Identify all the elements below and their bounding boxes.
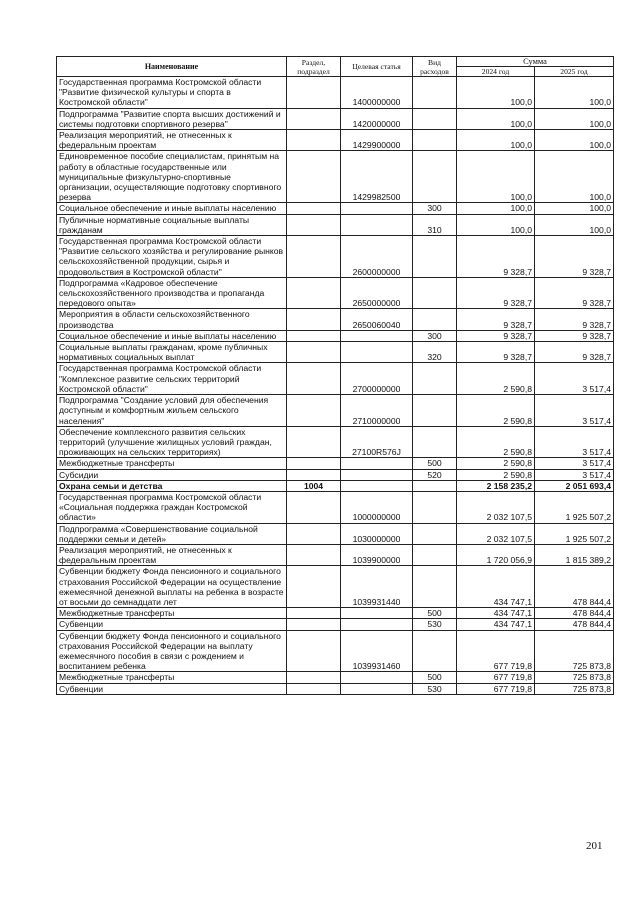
row-sum-2024: 677 719,8 [457, 683, 535, 694]
row-target [341, 469, 413, 480]
row-section [287, 236, 341, 278]
row-expense-type [413, 108, 457, 129]
row-target [341, 203, 413, 214]
row-sum-2025: 100,0 [535, 214, 614, 235]
row-name: Государственная программа Костромской области «Социальная поддержка граждан Костромской области» [57, 491, 287, 523]
row-expense-type [413, 566, 457, 608]
row-section [287, 544, 341, 565]
row-expense-type [413, 630, 457, 672]
row-expense-type: 300 [413, 330, 457, 341]
row-target [341, 608, 413, 619]
row-sum-2024: 100,0 [457, 108, 535, 129]
row-name: Мероприятия в области сельскохозяйственного производства [57, 309, 287, 330]
row-sum-2025: 100,0 [535, 203, 614, 214]
row-section [287, 523, 341, 544]
table-body [57, 77, 614, 695]
row-expense-type [413, 395, 457, 427]
row-expense-type: 530 [413, 683, 457, 694]
row-name: Единовременное пособие специалистам, принятым на работу в областные государственные или муниципальные физкультурно-спортивные организации, осуществляющие подготовку спортивного резерва [57, 151, 287, 203]
row-name: Подпрограмма "Развитие спорта высших достижений и системы подготовки спортивного резерва" [57, 108, 287, 129]
table-row [57, 566, 614, 608]
row-section [287, 426, 341, 458]
row-name: Государственная программа Костромской области "Комплексное развитие сельских территорий Костромской области" [57, 363, 287, 395]
row-name: Субвенции бюджету Фонда пенсионного и социального страхования Российской Федерации на осуществление ежемесячной денежной выплаты на ребенка в возрасте от восьми до семнадцати лет [57, 566, 287, 608]
table-row [57, 395, 614, 427]
row-expense-type: 500 [413, 458, 457, 469]
row-name: Государственная программа Костромской области "Развитие физической культуры и спорта в Костромской области" [57, 77, 287, 109]
row-name: Субсидии [57, 469, 287, 480]
row-expense-type [413, 151, 457, 203]
table-header [57, 57, 614, 77]
row-target: 2650000000 [341, 277, 413, 309]
table-row [57, 630, 614, 672]
table-row [57, 130, 614, 151]
row-sum-2025: 478 844,4 [535, 566, 614, 608]
row-sum-2024: 100,0 [457, 130, 535, 151]
row-sum-2025: 3 517,4 [535, 458, 614, 469]
row-sum-2025: 725 873,8 [535, 630, 614, 672]
row-target: 1039931460 [341, 630, 413, 672]
page-number: 201 [586, 840, 603, 852]
header-target: Целевая статья [341, 57, 413, 77]
row-section [287, 458, 341, 469]
table-row [57, 151, 614, 203]
table-row [57, 342, 614, 363]
row-target [341, 480, 413, 491]
row-section [287, 630, 341, 672]
row-sum-2025: 9 328,7 [535, 309, 614, 330]
row-sum-2024: 100,0 [457, 77, 535, 109]
table-row [57, 619, 614, 630]
row-name: Публичные нормативные социальные выплаты гражданам [57, 214, 287, 235]
row-target [341, 683, 413, 694]
row-name: Социальные выплаты гражданам, кроме публичных нормативных социальных выплат [57, 342, 287, 363]
row-sum-2024: 100,0 [457, 214, 535, 235]
row-sum-2024: 2 032 107,5 [457, 523, 535, 544]
table-row [57, 491, 614, 523]
row-section [287, 214, 341, 235]
row-name: Охрана семьи и детства [57, 480, 287, 491]
row-section [287, 277, 341, 309]
row-sum-2025: 725 873,8 [535, 672, 614, 683]
table-row [57, 77, 614, 109]
table-row [57, 544, 614, 565]
row-sum-2025: 1 815 389,2 [535, 544, 614, 565]
header-year-2025: 2025 год [535, 67, 614, 77]
row-name: Межбюджетные трансферты [57, 608, 287, 619]
row-name: Реализация мероприятий, не отнесенных к федеральным проектам [57, 544, 287, 565]
row-section [287, 130, 341, 151]
row-sum-2025: 3 517,4 [535, 469, 614, 480]
table-row [57, 672, 614, 683]
row-sum-2025: 478 844,4 [535, 608, 614, 619]
header-year-2024: 2024 год [457, 67, 535, 77]
table-row [57, 608, 614, 619]
row-sum-2024: 2 590,8 [457, 458, 535, 469]
row-sum-2025: 3 517,4 [535, 395, 614, 427]
row-name: Межбюджетные трансферты [57, 458, 287, 469]
row-sum-2025: 100,0 [535, 77, 614, 109]
table-row [57, 523, 614, 544]
row-sum-2025: 1 925 507,2 [535, 491, 614, 523]
row-sum-2025: 100,0 [535, 151, 614, 203]
row-section [287, 77, 341, 109]
row-expense-type [413, 309, 457, 330]
row-section [287, 672, 341, 683]
table-row [57, 277, 614, 309]
row-sum-2024: 9 328,7 [457, 342, 535, 363]
row-section [287, 363, 341, 395]
row-target: 2700000000 [341, 363, 413, 395]
row-name: Обеспечение комплексного развития сельских территорий (улучшение жилищных условий граждан, проживающих на сельских территориях) [57, 426, 287, 458]
row-section [287, 619, 341, 630]
header-sum: Сумма [457, 57, 614, 67]
row-target: 2650060040 [341, 309, 413, 330]
row-sum-2024: 2 158 235,2 [457, 480, 535, 491]
table-row [57, 236, 614, 278]
table-row [57, 108, 614, 129]
row-target: 27100R576J [341, 426, 413, 458]
row-sum-2025: 725 873,8 [535, 683, 614, 694]
row-sum-2025: 9 328,7 [535, 342, 614, 363]
row-sum-2024: 1 720 056,9 [457, 544, 535, 565]
row-name: Социальное обеспечение и иные выплаты населению [57, 330, 287, 341]
row-target [341, 342, 413, 363]
row-expense-type: 300 [413, 203, 457, 214]
table-row [57, 683, 614, 694]
row-sum-2024: 434 747,1 [457, 619, 535, 630]
row-section [287, 683, 341, 694]
table-row [57, 458, 614, 469]
row-section [287, 342, 341, 363]
table-row [57, 309, 614, 330]
row-target: 1420000000 [341, 108, 413, 129]
row-target: 1039931440 [341, 566, 413, 608]
row-expense-type: 310 [413, 214, 457, 235]
row-sum-2025: 100,0 [535, 130, 614, 151]
row-expense-type [413, 363, 457, 395]
row-expense-type: 500 [413, 608, 457, 619]
row-target: 2710000000 [341, 395, 413, 427]
row-sum-2025: 2 051 693,4 [535, 480, 614, 491]
row-sum-2025: 478 844,4 [535, 619, 614, 630]
row-section [287, 608, 341, 619]
row-sum-2024: 434 747,1 [457, 608, 535, 619]
row-sum-2024: 2 590,8 [457, 395, 535, 427]
row-sum-2024: 677 719,8 [457, 630, 535, 672]
row-sum-2025: 9 328,7 [535, 277, 614, 309]
row-sum-2025: 9 328,7 [535, 236, 614, 278]
header-name: Наименование [57, 57, 287, 77]
row-section [287, 151, 341, 203]
row-section [287, 108, 341, 129]
row-name: Подпрограмма «Совершенствование социальной поддержки семьи и детей» [57, 523, 287, 544]
header-section: Раздел, подраздел [287, 57, 341, 77]
row-expense-type [413, 77, 457, 109]
row-sum-2025: 1 925 507,2 [535, 523, 614, 544]
row-section [287, 566, 341, 608]
row-expense-type [413, 426, 457, 458]
table-row [57, 203, 614, 214]
header-expense-type: Вид расходов [413, 57, 457, 77]
row-sum-2025: 3 517,4 [535, 426, 614, 458]
table-row [57, 480, 614, 491]
row-target [341, 619, 413, 630]
row-target [341, 672, 413, 683]
row-target: 1400000000 [341, 77, 413, 109]
row-expense-type: 530 [413, 619, 457, 630]
row-name: Реализация мероприятий, не отнесенных к федеральным проектам [57, 130, 287, 151]
row-name: Субвенции бюджету Фонда пенсионного и социального страхования Российской Федерации на выплату ежемесячного пособия в связи с рождением и воспитанием ребенка [57, 630, 287, 672]
row-section [287, 203, 341, 214]
row-section [287, 491, 341, 523]
row-sum-2024: 2 590,8 [457, 469, 535, 480]
row-section [287, 469, 341, 480]
row-target: 1039900000 [341, 544, 413, 565]
row-section [287, 330, 341, 341]
row-sum-2024: 2 590,8 [457, 363, 535, 395]
row-target: 2600000000 [341, 236, 413, 278]
row-section [287, 395, 341, 427]
budget-table [56, 56, 614, 695]
row-target: 1429900000 [341, 130, 413, 151]
row-sum-2024: 9 328,7 [457, 277, 535, 309]
row-sum-2024: 9 328,7 [457, 330, 535, 341]
row-name: Межбюджетные трансферты [57, 672, 287, 683]
table-row [57, 363, 614, 395]
row-target [341, 458, 413, 469]
row-target: 1000000000 [341, 491, 413, 523]
row-section [287, 309, 341, 330]
row-expense-type: 500 [413, 672, 457, 683]
row-sum-2024: 100,0 [457, 203, 535, 214]
table-row [57, 330, 614, 341]
row-sum-2025: 9 328,7 [535, 330, 614, 341]
row-name: Подпрограмма «Кадровое обеспечение сельскохозяйственного производства и пропаганда передового опыта» [57, 277, 287, 309]
table-row [57, 469, 614, 480]
row-name: Государственная программа Костромской области "Развитие сельского хозяйства и регулирование рынков сельскохозяйственной продукции, сырья и продовольствия в Костромской области" [57, 236, 287, 278]
row-sum-2025: 3 517,4 [535, 363, 614, 395]
row-name: Социальное обеспечение и иные выплаты населению [57, 203, 287, 214]
row-name: Подпрограмма "Создание условий для обеспечения доступным и комфортным жильем сельского населения" [57, 395, 287, 427]
table-row [57, 214, 614, 235]
row-target [341, 214, 413, 235]
table-row [57, 426, 614, 458]
row-expense-type [413, 491, 457, 523]
row-target [341, 330, 413, 341]
row-expense-type: 520 [413, 469, 457, 480]
row-sum-2024: 100,0 [457, 151, 535, 203]
row-target: 1030000000 [341, 523, 413, 544]
row-expense-type [413, 130, 457, 151]
row-sum-2024: 9 328,7 [457, 309, 535, 330]
row-sum-2024: 434 747,1 [457, 566, 535, 608]
row-name: Субвенции [57, 619, 287, 630]
row-expense-type [413, 544, 457, 565]
row-sum-2025: 100,0 [535, 108, 614, 129]
row-expense-type [413, 277, 457, 309]
row-expense-type [413, 236, 457, 278]
row-section: 1004 [287, 480, 341, 491]
row-sum-2024: 2 590,8 [457, 426, 535, 458]
row-expense-type [413, 523, 457, 544]
row-name: Субвенции [57, 683, 287, 694]
row-sum-2024: 2 032 107,5 [457, 491, 535, 523]
row-expense-type: 320 [413, 342, 457, 363]
row-sum-2024: 677 719,8 [457, 672, 535, 683]
row-expense-type [413, 480, 457, 491]
row-sum-2024: 9 328,7 [457, 236, 535, 278]
row-target: 1429982500 [341, 151, 413, 203]
